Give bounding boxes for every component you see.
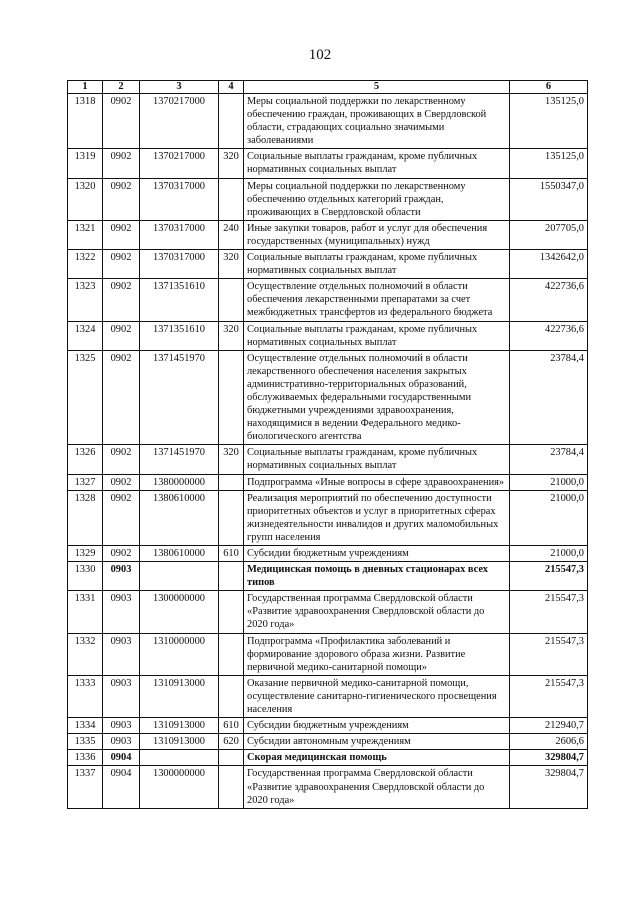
- table-row: [68, 490, 588, 545]
- expense-type-code: 320: [219, 149, 244, 178]
- expense-type-code: 610: [219, 718, 244, 734]
- table-row: [68, 445, 588, 474]
- table-row: [68, 718, 588, 734]
- target-article-code: 1371351610: [140, 321, 219, 350]
- section-code: 0903: [103, 562, 140, 591]
- table-row: [68, 149, 588, 178]
- item-name: Государственная программа Свердловской области «Развитие здравоохранения Свердловской области до 2020 года»: [244, 766, 510, 808]
- item-name: Субсидии автономным учреждениям: [244, 734, 510, 750]
- target-article-code: 1310913000: [140, 675, 219, 717]
- row-number: 1330: [68, 562, 103, 591]
- target-article-code: 1300000000: [140, 766, 219, 808]
- table-row: [68, 178, 588, 220]
- amount: 23784,4: [510, 350, 588, 445]
- table-row: [68, 546, 588, 562]
- item-name: Скорая медицинская помощь: [244, 750, 510, 766]
- amount: 135125,0: [510, 149, 588, 178]
- row-number: 1329: [68, 546, 103, 562]
- section-code: 0903: [103, 591, 140, 633]
- table-row: [68, 250, 588, 279]
- row-number: 1328: [68, 490, 103, 545]
- amount: 2606,6: [510, 734, 588, 750]
- section-code: 0903: [103, 734, 140, 750]
- section-code: 0902: [103, 250, 140, 279]
- target-article-code: 1370317000: [140, 178, 219, 220]
- amount: 21000,0: [510, 474, 588, 490]
- row-number: 1336: [68, 750, 103, 766]
- amount: 207705,0: [510, 220, 588, 249]
- amount: 215547,3: [510, 591, 588, 633]
- item-name: Государственная программа Свердловской области «Развитие здравоохранения Свердловской области до 2020 года»: [244, 591, 510, 633]
- target-article-code: 1370217000: [140, 149, 219, 178]
- expense-type-code: [219, 766, 244, 808]
- expense-type-code: [219, 750, 244, 766]
- target-article-code: [140, 750, 219, 766]
- target-article-code: 1371451970: [140, 350, 219, 445]
- section-code: 0902: [103, 474, 140, 490]
- row-number: 1320: [68, 178, 103, 220]
- header-cell: 6: [510, 81, 588, 94]
- table-row: [68, 675, 588, 717]
- section-code: 0902: [103, 321, 140, 350]
- amount: 135125,0: [510, 94, 588, 149]
- item-name: Оказание первичной медико-санитарной помощи, осуществление санитарно-гигиенического просвещения населения: [244, 675, 510, 717]
- table-row: [68, 633, 588, 675]
- row-number: 1324: [68, 321, 103, 350]
- item-name: Субсидии бюджетным учреждениям: [244, 718, 510, 734]
- table-row: [68, 766, 588, 808]
- item-name: Социальные выплаты гражданам, кроме публичных нормативных социальных выплат: [244, 445, 510, 474]
- row-number: 1332: [68, 633, 103, 675]
- row-number: 1325: [68, 350, 103, 445]
- item-name: Меры социальной поддержки по лекарственному обеспечению отдельных категорий граждан, проживающих в Свердловской области: [244, 178, 510, 220]
- expense-type-code: [219, 94, 244, 149]
- section-code: 0902: [103, 279, 140, 321]
- row-number: 1322: [68, 250, 103, 279]
- table-row: [68, 474, 588, 490]
- section-code: 0903: [103, 675, 140, 717]
- amount: 329804,7: [510, 750, 588, 766]
- budget-table: [67, 80, 588, 809]
- expense-type-code: [219, 591, 244, 633]
- row-number: 1326: [68, 445, 103, 474]
- row-number: 1323: [68, 279, 103, 321]
- section-code: 0902: [103, 546, 140, 562]
- expense-type-code: 610: [219, 546, 244, 562]
- row-number: 1319: [68, 149, 103, 178]
- table-row: [68, 279, 588, 321]
- header-cell: 5: [244, 81, 510, 94]
- item-name: Подпрограмма «Профилактика заболеваний и формирование здорового образа жизни. Развитие первичной медико-санитарной помощи»: [244, 633, 510, 675]
- expense-type-code: 320: [219, 321, 244, 350]
- amount: 212940,7: [510, 718, 588, 734]
- amount: 21000,0: [510, 490, 588, 545]
- amount: 215547,3: [510, 633, 588, 675]
- item-name: Социальные выплаты гражданам, кроме публичных нормативных социальных выплат: [244, 149, 510, 178]
- table-body: [68, 94, 588, 809]
- expense-type-code: 320: [219, 445, 244, 474]
- section-code: 0902: [103, 94, 140, 149]
- item-name: Подпрограмма «Иные вопросы в сфере здравоохранения»: [244, 474, 510, 490]
- section-code: 0902: [103, 220, 140, 249]
- expense-type-code: [219, 474, 244, 490]
- row-number: 1334: [68, 718, 103, 734]
- expense-type-code: 240: [219, 220, 244, 249]
- target-article-code: 1371351610: [140, 279, 219, 321]
- header-row: [68, 81, 588, 94]
- amount: 422736,6: [510, 321, 588, 350]
- section-code: 0902: [103, 490, 140, 545]
- expense-type-code: [219, 490, 244, 545]
- target-article-code: 1300000000: [140, 591, 219, 633]
- expense-type-code: 620: [219, 734, 244, 750]
- row-number: 1327: [68, 474, 103, 490]
- amount: 1342642,0: [510, 250, 588, 279]
- section-code: 0902: [103, 350, 140, 445]
- header-cell: 4: [219, 81, 244, 94]
- amount: 215547,3: [510, 675, 588, 717]
- item-name: Субсидии бюджетным учреждениям: [244, 546, 510, 562]
- header-cell: 1: [68, 81, 103, 94]
- item-name: Меры социальной поддержки по лекарственному обеспечению граждан, проживающих в Свердловской области, страдающих социально значимыми заболеваниями: [244, 94, 510, 149]
- target-article-code: 1380000000: [140, 474, 219, 490]
- target-article-code: 1370317000: [140, 220, 219, 249]
- table-row: [68, 562, 588, 591]
- section-code: 0904: [103, 750, 140, 766]
- row-number: 1331: [68, 591, 103, 633]
- item-name: Социальные выплаты гражданам, кроме публичных нормативных социальных выплат: [244, 321, 510, 350]
- target-article-code: 1310000000: [140, 633, 219, 675]
- expense-type-code: [219, 562, 244, 591]
- row-number: 1333: [68, 675, 103, 717]
- expense-type-code: [219, 178, 244, 220]
- section-code: 0903: [103, 633, 140, 675]
- target-article-code: 1371451970: [140, 445, 219, 474]
- item-name: Осуществление отдельных полномочий в области обеспечения лекарственными препаратами за счет межбюджетных трансфертов из федерального бюджета: [244, 279, 510, 321]
- row-number: 1335: [68, 734, 103, 750]
- table-row: [68, 750, 588, 766]
- section-code: 0903: [103, 718, 140, 734]
- target-article-code: 1380610000: [140, 546, 219, 562]
- target-article-code: 1310913000: [140, 718, 219, 734]
- table-row: [68, 321, 588, 350]
- amount: 21000,0: [510, 546, 588, 562]
- item-name: Осуществление отдельных полномочий в области лекарственного обеспечения населения закрытых административно-территориальных образований, обслуживаемых федеральными государственными бюджетными учреждениями здравоохранения, находящимися в ведении Федерального медико-биологического агентства: [244, 350, 510, 445]
- target-article-code: [140, 562, 219, 591]
- item-name: Иные закупки товаров, работ и услуг для обеспечения государственных (муниципальных) нужд: [244, 220, 510, 249]
- target-article-code: 1310913000: [140, 734, 219, 750]
- expense-type-code: [219, 675, 244, 717]
- amount: 1550347,0: [510, 178, 588, 220]
- section-code: 0902: [103, 178, 140, 220]
- expense-type-code: 320: [219, 250, 244, 279]
- item-name: Медицинская помощь в дневных стационарах всех типов: [244, 562, 510, 591]
- row-number: 1318: [68, 94, 103, 149]
- row-number: 1321: [68, 220, 103, 249]
- section-code: 0904: [103, 766, 140, 808]
- amount: 215547,3: [510, 562, 588, 591]
- amount: 23784,4: [510, 445, 588, 474]
- page-number: 102: [308, 47, 332, 63]
- item-name: Реализация мероприятий по обеспечению доступности приоритетных объектов и услуг в приоритетных сферах жизнедеятельности инвалидов и других маломобильных групп населения: [244, 490, 510, 545]
- expense-type-code: [219, 279, 244, 321]
- target-article-code: 1380610000: [140, 490, 219, 545]
- table-row: [68, 734, 588, 750]
- section-code: 0902: [103, 149, 140, 178]
- item-name: Социальные выплаты гражданам, кроме публичных нормативных социальных выплат: [244, 250, 510, 279]
- header-cell: 2: [103, 81, 140, 94]
- row-number: 1337: [68, 766, 103, 808]
- table-row: [68, 94, 588, 149]
- table-row: [68, 591, 588, 633]
- target-article-code: 1370317000: [140, 250, 219, 279]
- target-article-code: 1370217000: [140, 94, 219, 149]
- expense-type-code: [219, 633, 244, 675]
- section-code: 0902: [103, 445, 140, 474]
- expense-type-code: [219, 350, 244, 445]
- header-cell: 3: [140, 81, 219, 94]
- amount: 329804,7: [510, 766, 588, 808]
- table-row: [68, 350, 588, 445]
- amount: 422736,6: [510, 279, 588, 321]
- table-row: [68, 220, 588, 249]
